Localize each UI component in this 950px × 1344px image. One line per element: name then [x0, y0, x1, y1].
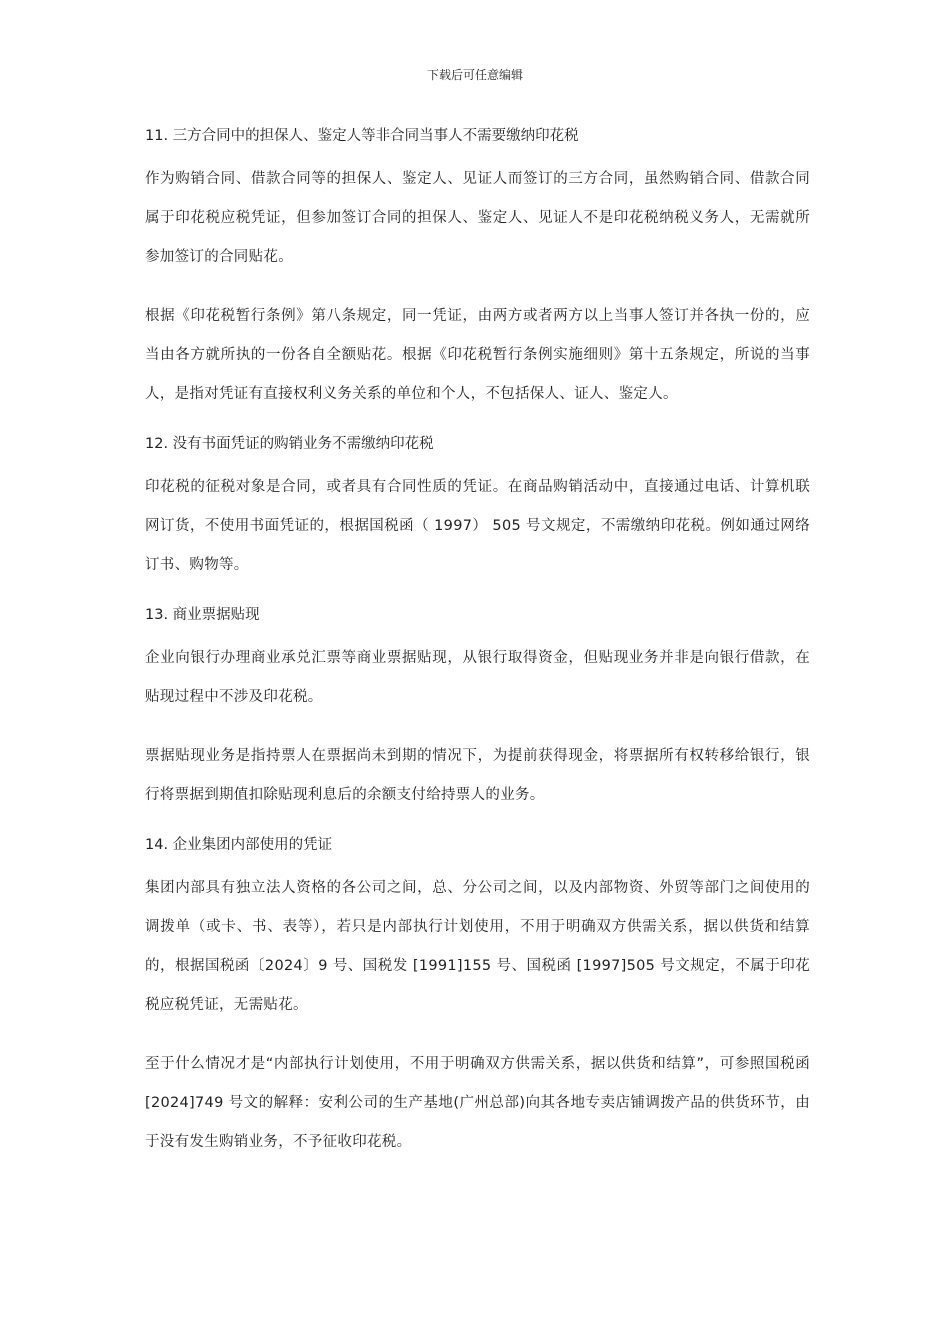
paragraph-spacer	[145, 1025, 810, 1045]
document-body	[145, 124, 810, 1162]
section-spacer	[145, 414, 810, 432]
section-spacer	[145, 585, 810, 603]
section-title: 14. 企业集团内部使用的凭证	[145, 837, 333, 853]
paragraph: 根据《印花税暂行条例》第八条规定，同一凭证，由两方或者两方以上当事人签订并各执一份的，应当由各方就所执的一份各自全额贴花。根据《印花税暂行条例实施细则》第十五条规定，所说的当事人，是指对凭证有直接权利义务关系的单位和个人，不包括保人、证人、鉴定人。	[145, 308, 810, 402]
section-13	[145, 603, 810, 815]
paragraph: 印花税的征税对象是合同，或者具有合同性质的凭证。在商品购销活动中，直接通过电话、计算机联网订货，不使用书面凭证的，根据国税函（ 1997） 505 号文规定，不需缴纳印花税。例如通过网络订书、购物等。	[145, 479, 810, 573]
header-note: 下载后可任意编辑	[426, 68, 523, 82]
paragraph-spacer	[145, 277, 810, 297]
paragraph: 企业向银行办理商业承兑汇票等商业票据贴现，从银行取得资金，但贴现业务并非是向银行借款，在贴现过程中不涉及印花税。	[145, 650, 810, 705]
paragraph: 作为购销合同、借款合同等的担保人、鉴定人、见证人而签订的三方合同，虽然购销合同、借款合同属于印花税应税凭证，但参加签订合同的担保人、鉴定人、见证人不是印花税纳税义务人，无需就所参加签订的合同贴花。	[145, 171, 810, 265]
paragraph-spacer	[145, 717, 810, 737]
section-title: 11. 三方合同中的担保人、鉴定人等非合同当事人不需要缴纳印花税	[145, 128, 579, 144]
section-title: 13. 商业票据贴现	[145, 607, 260, 623]
paragraph: 票据贴现业务是指持票人在票据尚未到期的情况下，为提前获得现金，将票据所有权转移给银行，银行将票据到期值扣除贴现利息后的余额支付给持票人的业务。	[145, 748, 810, 803]
section-spacer	[145, 815, 810, 833]
paragraph: 至于什么情况才是“内部执行计划使用，不用于明确双方供需关系，据以供货和结算”，可参照国税函[2024]749 号文的解释：安利公司的生产基地(广州总部)向其各地专卖店铺调拨产品的供货环节，由于没有发生购销业务，不予征收印花税。	[145, 1056, 810, 1150]
paragraph: 集团内部具有独立法人资格的各公司之间，总、分公司之间，以及内部物资、外贸等部门之间使用的调拨单（或卡、书、表等），若只是内部执行计划使用，不用于明确双方供需关系，据以供货和结算的，根据国税函〔2024〕9 号、国税发 [1991]155 号、国税函 [1997]505 号文规定，不属于印花税应税凭证，无需贴花。	[145, 880, 810, 1013]
section-12	[145, 432, 810, 585]
section-11	[145, 124, 810, 414]
section-14	[145, 833, 810, 1162]
section-title: 12. 没有书面凭证的购销业务不需缴纳印花税	[145, 436, 434, 452]
